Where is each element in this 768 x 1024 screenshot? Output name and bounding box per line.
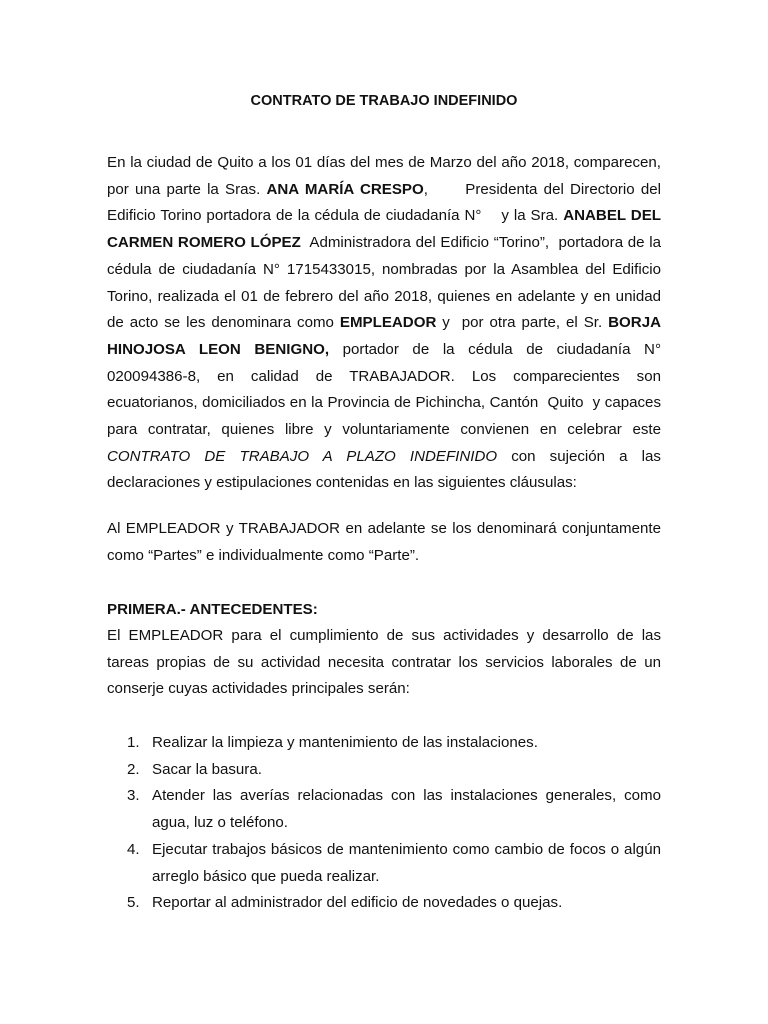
list-item-text: Ejecutar trabajos básicos de mantenimiento como cambio de focos o algún arreglo básico que pueda realizar. — [152, 840, 661, 885]
list-number: 2. — [127, 760, 140, 778]
party-name-president: ANA MARÍA CRESPO — [266, 180, 424, 198]
list-item — [107, 757, 661, 784]
intro-text-6: con sujeción a las declaraciones y estipulaciones contenidas en las siguientes cláusulas: — [107, 447, 661, 492]
contract-type: CONTRATO DE TRABAJO A PLAZO INDEFINIDO — [107, 447, 498, 465]
intro-text-4: y por otra parte, el Sr. — [436, 314, 609, 332]
list-number: 1. — [127, 734, 140, 751]
clause-body: El EMPLEADOR para el cumplimiento de sus actividades y desarrollo de las tareas propias de su actividad necesita contratar los servicios laborales de un conserje cuyas actividades principales serán: — [107, 627, 661, 698]
list-number: 4. — [127, 840, 140, 858]
intro-text-5: portador de la cédula de ciudadanía N° 020094386-8, en calidad de TRABAJADOR. Los comparecientes son ecuatorianos, domiciliados en la Provincia de Pichincha, Cantón Quito y capaces para contratar, quienes libre y voluntariamente convienen en celebrar este — [107, 340, 666, 439]
list-item-text: Reportar al administrador del edificio de novedades o quejas. — [152, 894, 563, 912]
list-item-text: Sacar la basura. — [152, 760, 262, 778]
clause-heading: PRIMERA.- ANTECEDENTES: — [107, 601, 318, 618]
list-item — [107, 783, 661, 836]
employer-term: EMPLEADOR — [339, 314, 437, 332]
duties-list — [107, 730, 661, 917]
list-item — [107, 837, 661, 890]
intro-text-3: Administradora del Edificio “Torino”, portadora de la cédula de ciudadanía N° 1715433015, nombradas por la Asamblea del Edificio Torino, realizada el 01 de febrero del año 2018, quienes en adelante y en unidad de acto se les denominara como — [107, 234, 666, 332]
list-number: 3. — [127, 787, 140, 805]
intro-text-1: En la ciudad de Quito a los 01 días del mes de Marzo del año 2018, comparecen, por una parte la Sras. — [107, 154, 661, 198]
list-item — [107, 730, 661, 757]
list-item — [107, 890, 661, 917]
parties-paragraph: Al EMPLEADOR y TRABAJADOR en adelante se los denominará conjuntamente como “Partes” e individualmente como “Parte”. — [107, 520, 661, 564]
list-item-text: Atender las averías relacionadas con las instalaciones generales, como agua, luz o teléfono. — [152, 787, 661, 832]
intro-text-2: , Presidenta del Directorio del Edificio Torino portadora de la cédula de ciudadanía N° y la Sra. — [107, 180, 666, 225]
party-name-worker: BORJA HINOJOSA LEON BENIGNO, — [107, 314, 661, 358]
party-name-administrator: ANABEL DEL CARMEN ROMERO LÓPEZ — [107, 207, 661, 252]
intro-paragraph — [107, 150, 666, 497]
list-number: 5. — [127, 894, 140, 912]
document-title: CONTRATO DE TRABAJO INDEFINIDO — [250, 93, 518, 109]
list-item-text: Realizar la limpieza y mantenimiento de las instalaciones. — [152, 734, 538, 751]
